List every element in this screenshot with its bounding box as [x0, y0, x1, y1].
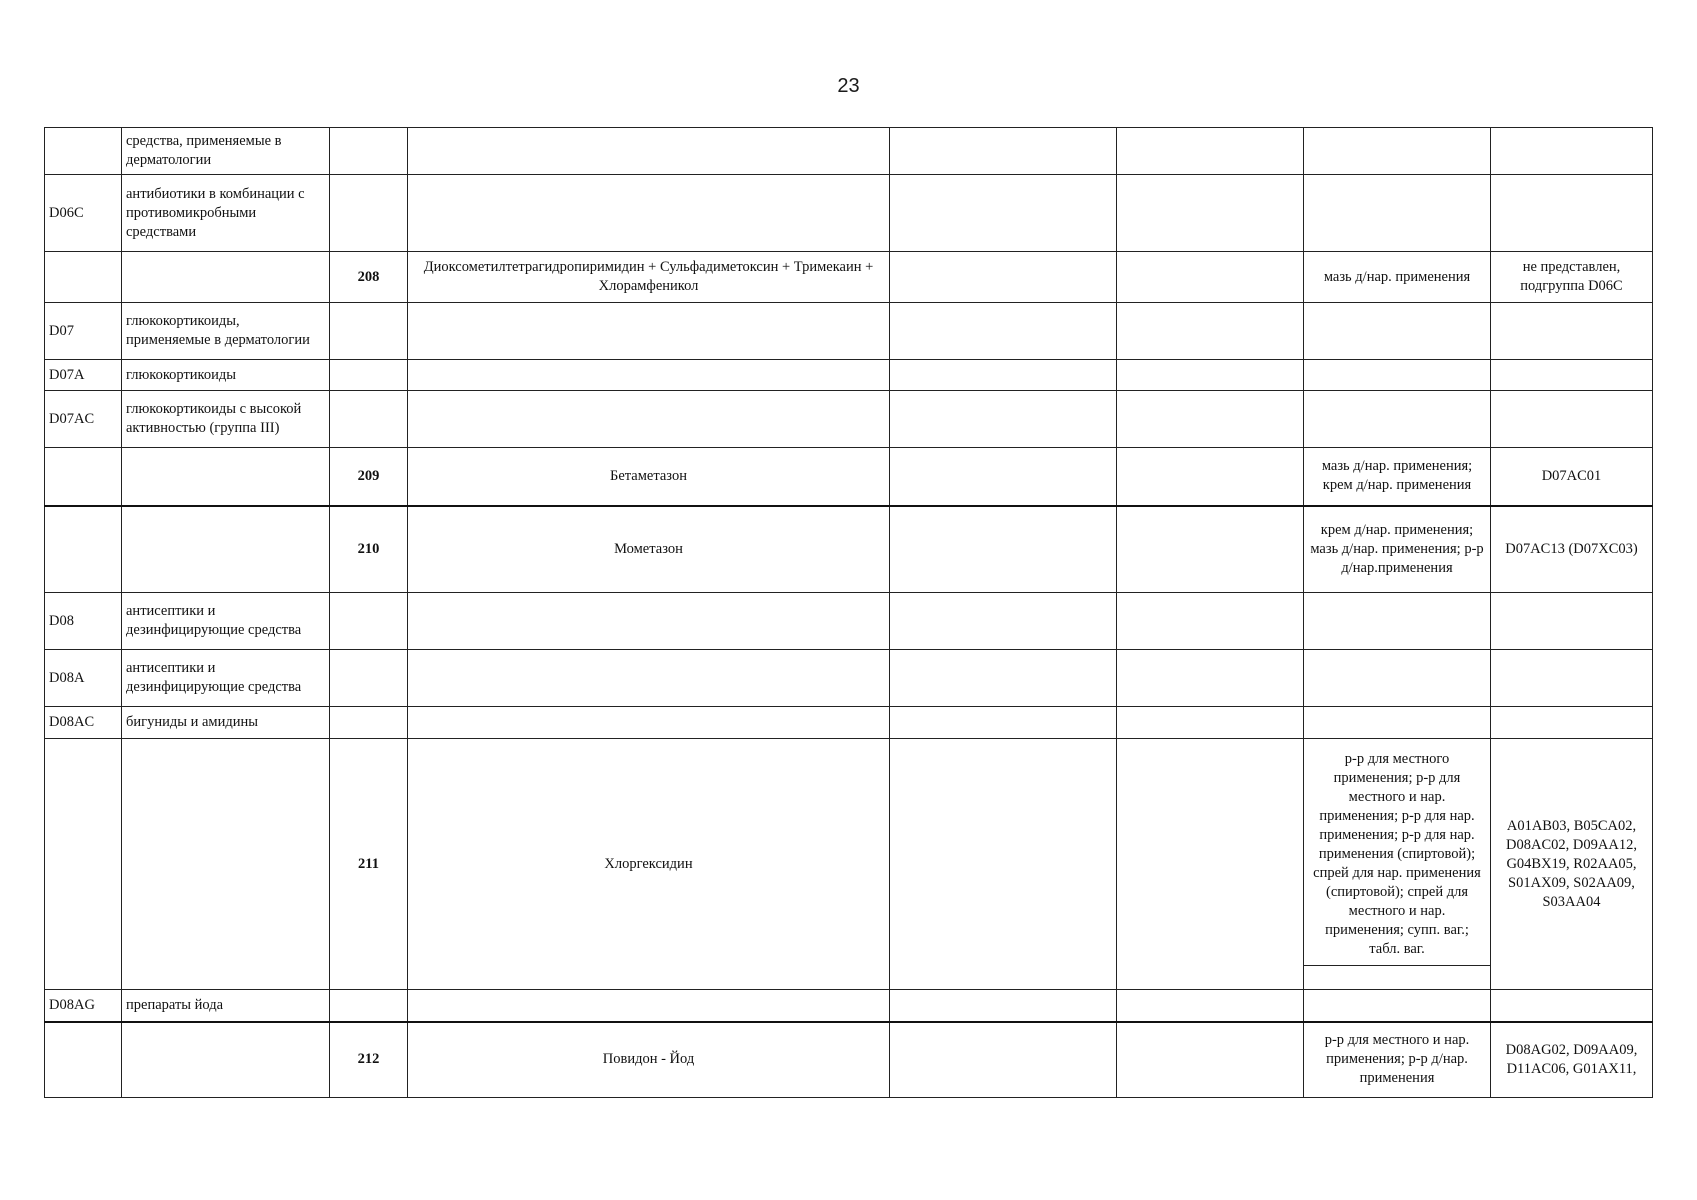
- empty-cell: [890, 506, 1117, 593]
- dosage-form: [1304, 593, 1491, 650]
- dosage-form: [1304, 990, 1491, 1022]
- cell-divider: [1304, 965, 1490, 984]
- page-number: 23: [837, 75, 860, 97]
- empty-cell: [1117, 128, 1304, 175]
- empty-cell: [890, 128, 1117, 175]
- table-row: [45, 360, 1653, 391]
- empty-cell: [1117, 1022, 1304, 1098]
- dosage-form: [1304, 360, 1491, 391]
- drug-name: Мометазон: [408, 506, 890, 593]
- drug-name: [408, 650, 890, 707]
- empty-cell: [890, 175, 1117, 252]
- atc-group-code: D06C: [45, 175, 122, 252]
- table-row: [45, 593, 1653, 650]
- atc-group-description: глюкокортикоиды с высокой активностью (группа III): [122, 391, 330, 448]
- dosage-form: [1304, 175, 1491, 252]
- atc-group-code: [45, 448, 122, 506]
- atc-group-code: D08: [45, 593, 122, 650]
- dosage-form: мазь д/нар. применения: [1304, 252, 1491, 303]
- atc-group-code: D08A: [45, 650, 122, 707]
- table-row: [45, 252, 1653, 303]
- empty-cell: [1117, 739, 1304, 990]
- empty-cell: [890, 990, 1117, 1022]
- atc-group-code: D07AC: [45, 391, 122, 448]
- empty-cell: [1117, 650, 1304, 707]
- empty-cell: [1117, 990, 1304, 1022]
- empty-cell: [1117, 360, 1304, 391]
- atc-code: D08AG02, D09AA09, D11AC06, G01AX11,: [1491, 1022, 1653, 1098]
- dosage-form: [1304, 303, 1491, 360]
- atc-group-description: бигуниды и амидины: [122, 707, 330, 739]
- atc-group-description: глюкокортикоиды: [122, 360, 330, 391]
- table-row: [45, 650, 1653, 707]
- atc-code: [1491, 650, 1653, 707]
- empty-cell: [890, 391, 1117, 448]
- empty-cell: [890, 650, 1117, 707]
- empty-cell: [890, 1022, 1117, 1098]
- dosage-form: р-р для местного применения; р-р для местного и нар. применения; р-р для нар. применения; р-р для нар. применения (спиртовой); спрей для нар. применения (спиртовой); спрей для местного и нар. применения; супп. ваг.; табл. ваг.: [1313, 751, 1481, 957]
- drug-name: Бетаметазон: [408, 448, 890, 506]
- atc-group-description: [122, 448, 330, 506]
- atc-group-description: препараты йода: [122, 990, 330, 1022]
- empty-cell: [890, 303, 1117, 360]
- dosage-form: [1304, 128, 1491, 175]
- item-number: [330, 650, 408, 707]
- atc-group-description: [122, 252, 330, 303]
- dosage-form: мазь д/нар. применения; крем д/нар. применения: [1304, 448, 1491, 506]
- item-number: 212: [330, 1022, 408, 1098]
- table-row: [45, 506, 1653, 593]
- item-number: 210: [330, 506, 408, 593]
- atc-group-code: [45, 739, 122, 990]
- atc-group-code: [45, 128, 122, 175]
- item-number: [330, 128, 408, 175]
- atc-group-description: [122, 739, 330, 990]
- atc-code: A01AB03, B05CA02, D08AC02, D09AA12, G04BX19, R02AA05, S01AX09, S02AA09, S03AA04: [1491, 739, 1653, 990]
- item-number: [330, 707, 408, 739]
- item-number: [330, 391, 408, 448]
- empty-cell: [890, 252, 1117, 303]
- item-number: [330, 360, 408, 391]
- empty-cell: [1117, 506, 1304, 593]
- empty-cell: [1117, 593, 1304, 650]
- table-row: [45, 990, 1653, 1022]
- drug-name: [408, 360, 890, 391]
- drug-name: [408, 303, 890, 360]
- drug-name: [408, 707, 890, 739]
- atc-group-description: [122, 1022, 330, 1098]
- atc-group-description: антисептики и дезинфицирующие средства: [122, 650, 330, 707]
- item-number: [330, 990, 408, 1022]
- atc-code: [1491, 593, 1653, 650]
- drug-name: [408, 175, 890, 252]
- table-row: [45, 739, 1653, 990]
- table-row: [45, 707, 1653, 739]
- dosage-form: крем д/нар. применения; мазь д/нар. применения; р-р д/нар.применения: [1304, 506, 1491, 593]
- atc-group-description: средства, применяемые в дерматологии: [122, 128, 330, 175]
- atc-group-code: D07: [45, 303, 122, 360]
- atc-group-code: [45, 506, 122, 593]
- dosage-form: р-р для местного и нар. применения; р-р д/нар. применения: [1304, 1022, 1491, 1098]
- empty-cell: [890, 448, 1117, 506]
- drug-table: [44, 127, 1653, 1098]
- atc-code: [1491, 303, 1653, 360]
- drug-name: Повидон - Йод: [408, 1022, 890, 1098]
- dosage-form-cell: [1304, 739, 1491, 990]
- atc-code: не представлен, подгруппа D06C: [1491, 252, 1653, 303]
- empty-cell: [890, 707, 1117, 739]
- atc-group-description: антисептики и дезинфицирующие средства: [122, 593, 330, 650]
- atc-group-code: [45, 252, 122, 303]
- empty-cell: [890, 739, 1117, 990]
- atc-group-code: D07A: [45, 360, 122, 391]
- drug-name: [408, 391, 890, 448]
- empty-cell: [1117, 707, 1304, 739]
- drug-name: [408, 990, 890, 1022]
- table-row: [45, 128, 1653, 175]
- atc-group-description: [122, 506, 330, 593]
- empty-cell: [1117, 448, 1304, 506]
- dosage-form: [1304, 650, 1491, 707]
- drug-name: [408, 128, 890, 175]
- table-row: [45, 303, 1653, 360]
- atc-code: [1491, 128, 1653, 175]
- item-number: 208: [330, 252, 408, 303]
- item-number: 211: [330, 739, 408, 990]
- table-row: [45, 391, 1653, 448]
- table-row: [45, 448, 1653, 506]
- table-row: [45, 1022, 1653, 1098]
- dosage-form: [1304, 391, 1491, 448]
- empty-cell: [1117, 175, 1304, 252]
- item-number: [330, 303, 408, 360]
- atc-code: D07AC01: [1491, 448, 1653, 506]
- empty-cell: [1117, 391, 1304, 448]
- atc-code: [1491, 391, 1653, 448]
- empty-cell: [890, 360, 1117, 391]
- atc-code: [1491, 707, 1653, 739]
- drug-name: Хлоргексидин: [408, 739, 890, 990]
- atc-code: [1491, 175, 1653, 252]
- item-number: [330, 175, 408, 252]
- item-number: 209: [330, 448, 408, 506]
- atc-code: [1491, 360, 1653, 391]
- drug-name: [408, 593, 890, 650]
- empty-cell: [890, 593, 1117, 650]
- dosage-form: [1304, 707, 1491, 739]
- atc-group-description: глюкокортикоиды, применяемые в дерматологии: [122, 303, 330, 360]
- atc-code: D07AC13 (D07XC03): [1491, 506, 1653, 593]
- empty-cell: [1117, 252, 1304, 303]
- item-number: [330, 593, 408, 650]
- atc-group-code: D08AG: [45, 990, 122, 1022]
- atc-group-code: [45, 1022, 122, 1098]
- atc-code: [1491, 990, 1653, 1022]
- drug-name: Диоксометилтетрагидропиримидин + Сульфадиметоксин + Тримекаин + Хлорамфеникол: [408, 252, 890, 303]
- atc-group-description: антибиотики в комбинации с противомикробными средствами: [122, 175, 330, 252]
- atc-group-code: D08AC: [45, 707, 122, 739]
- table-row: [45, 175, 1653, 252]
- empty-cell: [1117, 303, 1304, 360]
